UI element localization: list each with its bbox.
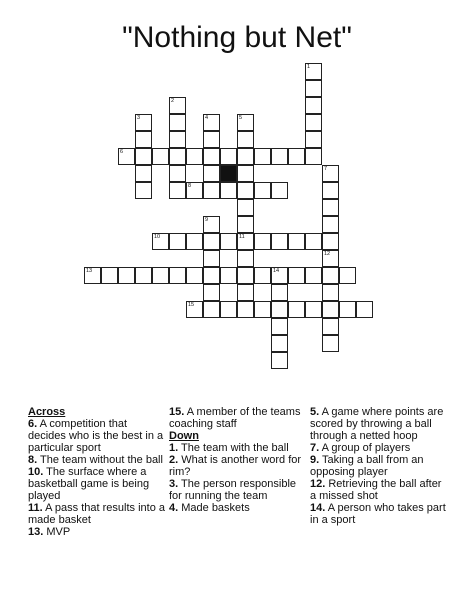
- grid-cell[interactable]: [135, 267, 152, 284]
- grid-cell[interactable]: [271, 233, 288, 250]
- clue-item-number: 7.: [310, 442, 320, 454]
- grid-cell[interactable]: [322, 216, 339, 233]
- down-heading: Down: [169, 430, 199, 442]
- grid-cell[interactable]: [254, 182, 271, 199]
- grid-cell[interactable]: [271, 318, 288, 335]
- clue-item-text: A competition that decides who is the best in a particular sport: [28, 418, 164, 454]
- grid-cell[interactable]: [169, 131, 186, 148]
- grid-cell[interactable]: [186, 233, 203, 250]
- clue-number: 7: [324, 166, 328, 172]
- clue-number: 1: [307, 64, 311, 70]
- clue-item: [169, 454, 309, 478]
- clue-item-text: The team with the ball: [178, 442, 289, 454]
- grid-cell[interactable]: [220, 267, 237, 284]
- clue-item-text: A pass that results into a made basket: [28, 502, 165, 526]
- clue-item-text: A member of the teams coaching staff: [169, 406, 301, 430]
- grid-cell[interactable]: [271, 352, 288, 369]
- clue-number: 5: [239, 115, 243, 121]
- clue-number: 6: [120, 149, 124, 155]
- grid-cell[interactable]: [322, 301, 339, 318]
- grid-cell[interactable]: [169, 165, 186, 182]
- clue-item-text: Taking a ball from an opposing player: [310, 454, 424, 478]
- grid-cell[interactable]: [237, 233, 254, 250]
- clue-item-number: 3.: [169, 478, 179, 490]
- clue-number: 13: [86, 268, 93, 274]
- grid-cell[interactable]: [152, 148, 169, 165]
- clue-item-number: 11.: [28, 502, 43, 514]
- grid-cell[interactable]: [322, 250, 339, 267]
- clue-item-text: The team without the ball: [37, 454, 163, 466]
- clue-item-text: A group of players: [319, 442, 411, 454]
- grid-cell[interactable]: [322, 233, 339, 250]
- clue-item-text: Made baskets: [178, 502, 250, 514]
- grid-cell[interactable]: [271, 148, 288, 165]
- clue-item: [28, 418, 166, 454]
- grid-cell[interactable]: [203, 114, 220, 131]
- grid-cell[interactable]: [203, 284, 220, 301]
- clue-item-number: 10.: [28, 466, 44, 478]
- grid-cell[interactable]: [237, 301, 254, 318]
- grid-cell[interactable]: [237, 114, 254, 131]
- clue-item-text: What is another word for rim?: [169, 454, 302, 478]
- grid-cell[interactable]: [186, 148, 203, 165]
- grid-cell[interactable]: [305, 114, 322, 131]
- down-clue-list-continued: [310, 406, 450, 526]
- grid-cell[interactable]: [203, 267, 220, 284]
- across-clue-list-continued: [169, 406, 309, 430]
- clue-item-number: 6.: [28, 418, 38, 430]
- clue-item: [28, 454, 166, 466]
- grid-cell[interactable]: [305, 267, 322, 284]
- grid-cell[interactable]: [288, 233, 305, 250]
- clue-column-2: [169, 406, 309, 514]
- grid-cell[interactable]: [254, 233, 271, 250]
- grid-cell[interactable]: [288, 148, 305, 165]
- clue-item: [169, 406, 309, 430]
- clue-item: [28, 526, 166, 538]
- clue-item-text: A person who takes part in a sport: [310, 502, 446, 526]
- clue-item-text: The person responsible for running the team: [169, 478, 297, 502]
- grid-cell[interactable]: [203, 216, 220, 233]
- grid-cell[interactable]: [203, 233, 220, 250]
- grid-cell[interactable]: [203, 165, 220, 182]
- clue-item: [310, 454, 450, 478]
- grid-cell[interactable]: [169, 97, 186, 114]
- grid-cell[interactable]: [203, 301, 220, 318]
- grid-cell[interactable]: [322, 199, 339, 216]
- clue-item-text: The surface where a basketball game is being played: [28, 466, 150, 502]
- grid-cell[interactable]: [220, 148, 237, 165]
- grid-cell[interactable]: [271, 182, 288, 199]
- clue-item-number: 2.: [169, 454, 179, 466]
- puzzle-title: "Nothing but Net": [122, 21, 352, 54]
- clue-item-number: 12.: [310, 478, 326, 490]
- grid-cell[interactable]: [135, 131, 152, 148]
- clue-number: 3: [137, 115, 141, 121]
- clue-number: 8: [188, 183, 192, 189]
- grid-cell[interactable]: [169, 267, 186, 284]
- clue-item-number: 13.: [28, 526, 44, 538]
- grid-cell[interactable]: [339, 267, 356, 284]
- grid-cell[interactable]: [288, 301, 305, 318]
- grid-cell[interactable]: [152, 267, 169, 284]
- across-clue-list: [28, 418, 166, 538]
- grid-cell[interactable]: [237, 250, 254, 267]
- clue-item-number: 1.: [169, 442, 179, 454]
- grid-cell[interactable]: [305, 97, 322, 114]
- grid-cell[interactable]: [305, 148, 322, 165]
- grid-cell[interactable]: [135, 165, 152, 182]
- clue-item: [28, 466, 166, 502]
- grid-cell[interactable]: [254, 267, 271, 284]
- grid-cell[interactable]: [152, 233, 169, 250]
- grid-cell[interactable]: [322, 267, 339, 284]
- grid-cell[interactable]: [305, 131, 322, 148]
- clue-item-number: 9.: [310, 454, 320, 466]
- clue-item: [310, 406, 450, 442]
- grid-cell[interactable]: [322, 165, 339, 182]
- clue-item: [310, 478, 450, 502]
- grid-cell[interactable]: [169, 182, 186, 199]
- clue-item: [28, 502, 166, 526]
- clue-item: [169, 478, 309, 502]
- black-square: [220, 165, 237, 182]
- grid-cell[interactable]: [169, 233, 186, 250]
- grid-cell[interactable]: [305, 233, 322, 250]
- grid-cell[interactable]: [186, 301, 203, 318]
- grid-cell[interactable]: [135, 114, 152, 131]
- clue-item-number: 8.: [28, 454, 38, 466]
- grid-cell[interactable]: [271, 301, 288, 318]
- grid-cell[interactable]: [271, 335, 288, 352]
- grid-cell[interactable]: [271, 267, 288, 284]
- grid-cell[interactable]: [203, 131, 220, 148]
- grid-cell[interactable]: [135, 148, 152, 165]
- grid-cell[interactable]: [254, 301, 271, 318]
- grid-cell[interactable]: [186, 182, 203, 199]
- grid-cell[interactable]: [271, 284, 288, 301]
- grid-cell[interactable]: [220, 301, 237, 318]
- grid-cell[interactable]: [203, 148, 220, 165]
- clue-item: [169, 442, 309, 454]
- grid-cell[interactable]: [288, 267, 305, 284]
- grid-cell[interactable]: [237, 199, 254, 216]
- clue-item-text: Retrieving the ball after a missed shot: [310, 478, 442, 502]
- grid-cell[interactable]: [237, 182, 254, 199]
- grid-cell[interactable]: [118, 267, 135, 284]
- clue-item: [169, 502, 309, 514]
- grid-cell[interactable]: [322, 335, 339, 352]
- grid-cell[interactable]: [237, 267, 254, 284]
- grid-cell[interactable]: [305, 63, 322, 80]
- grid-cell[interactable]: [101, 267, 118, 284]
- clue-number: 12: [324, 251, 331, 257]
- grid-cell[interactable]: [220, 233, 237, 250]
- down-clue-list: [169, 442, 309, 514]
- clue-number: 10: [154, 234, 161, 240]
- grid-cell[interactable]: [322, 284, 339, 301]
- clue-item-text: A game where points are scored by throwing a ball through a netted hoop: [310, 406, 444, 442]
- grid-cell[interactable]: [169, 114, 186, 131]
- grid-cell[interactable]: [186, 267, 203, 284]
- clue-item-text: MVP: [43, 526, 71, 538]
- grid-cell[interactable]: [356, 301, 373, 318]
- grid-cell[interactable]: [237, 216, 254, 233]
- grid-cell[interactable]: [237, 284, 254, 301]
- clue-item-number: 14.: [310, 502, 326, 514]
- clue-number: 2: [171, 98, 175, 104]
- clue-column-1: [28, 406, 166, 538]
- grid-cell[interactable]: [237, 148, 254, 165]
- clue-item: [310, 502, 450, 526]
- clue-number: 11: [239, 234, 245, 240]
- clue-item-number: 4.: [169, 502, 179, 514]
- grid-cell[interactable]: [305, 301, 322, 318]
- grid-cell[interactable]: [254, 148, 271, 165]
- grid-cell[interactable]: [203, 182, 220, 199]
- clue-item-number: 5.: [310, 406, 320, 418]
- grid-cell[interactable]: [84, 267, 101, 284]
- grid-cell[interactable]: [305, 80, 322, 97]
- clue-number: 14: [273, 268, 280, 274]
- across-heading: Across: [28, 406, 66, 418]
- grid-cell[interactable]: [339, 301, 356, 318]
- grid-cell[interactable]: [237, 131, 254, 148]
- clue-column-3: [310, 406, 450, 526]
- grid-cell[interactable]: [118, 148, 135, 165]
- grid-cell[interactable]: [322, 318, 339, 335]
- grid-cell[interactable]: [322, 182, 339, 199]
- clue-number: 4: [205, 115, 209, 121]
- grid-cell[interactable]: [203, 250, 220, 267]
- clue-number: 9: [205, 217, 209, 223]
- grid-cell[interactable]: [169, 148, 186, 165]
- clue-number: 15: [188, 302, 195, 308]
- grid-cell[interactable]: [220, 182, 237, 199]
- grid-cell[interactable]: [135, 182, 152, 199]
- clue-item: [310, 442, 450, 454]
- grid-cell[interactable]: [237, 165, 254, 182]
- clue-item-number: 15.: [169, 406, 185, 418]
